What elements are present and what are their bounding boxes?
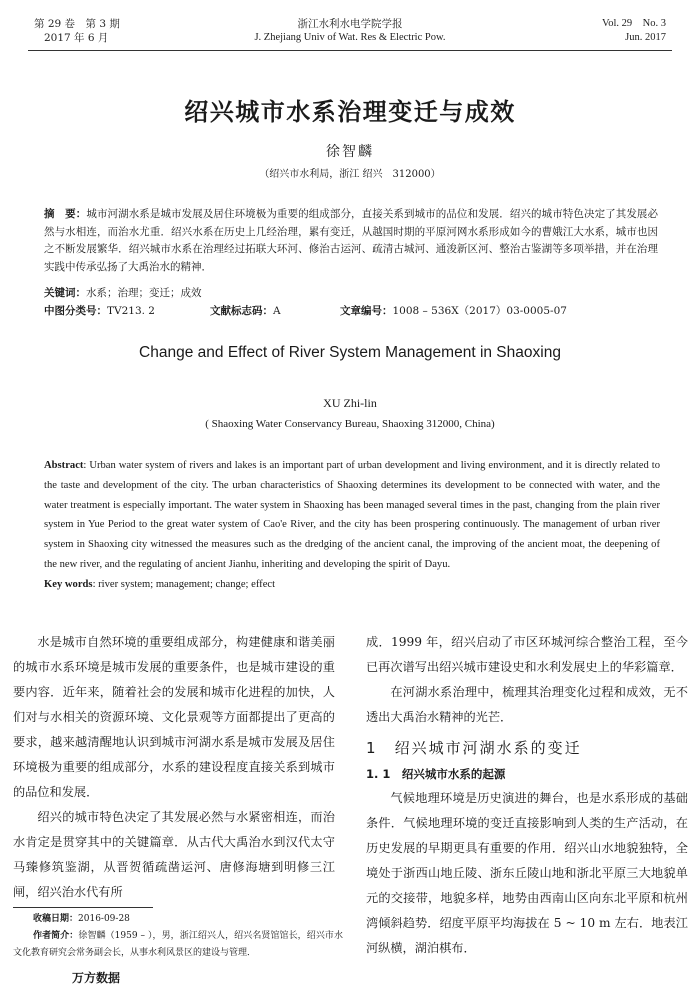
article-value: 1008 – 536X（2017）03-0005-07 bbox=[392, 305, 567, 317]
doc-value: A bbox=[273, 305, 281, 317]
received-date: 2016-09-28 bbox=[78, 914, 130, 924]
header-journal-cn: 浙江水利水电学院学报 bbox=[297, 18, 403, 30]
title-en: Change and Effect of River System Management in Shaoxing bbox=[139, 344, 561, 361]
affiliation-cn: （绍兴市水利局，浙江 绍兴 312000） bbox=[259, 169, 441, 180]
footnote-rule bbox=[13, 907, 153, 908]
body-paragraph-4: 在河湖水系治理中，梳理其治理变化过程和成效，无不透出大禹治水精神的光芒． bbox=[366, 685, 688, 724]
body-right-column bbox=[366, 630, 688, 961]
body-paragraph-2: 绍兴的城市特色决定了其发展必然与水紧密相连，而治水肯定是贯穿其中的关键篇章．从古代大禹治水到汉代太守马臻修筑鉴湖，从晋贺循疏凿运河、唐修海塘到明修三江闸，绍兴治水代有所 bbox=[13, 810, 335, 899]
doc-code bbox=[210, 303, 281, 320]
section-1-number: 1 bbox=[366, 739, 378, 757]
body-left-column bbox=[13, 630, 335, 905]
author-name-cn: 徐智麟 bbox=[326, 144, 374, 160]
received-label: 收稿日期： bbox=[33, 914, 79, 924]
affiliation-en: ( Shaoxing Water Conservancy Bureau, Shaoxing 312000, China) bbox=[205, 418, 495, 430]
header-month: Jun. 2017 bbox=[625, 32, 666, 43]
abstract-cn bbox=[44, 206, 658, 276]
article-label: 文章编号： bbox=[340, 305, 393, 317]
watermark: 万方数据 bbox=[72, 971, 121, 985]
keywords-en-text: : river system; management; change; effect bbox=[92, 578, 276, 590]
header-rule bbox=[28, 50, 672, 51]
keywords-cn bbox=[44, 285, 658, 303]
header-date: 2017 年 6 月 bbox=[44, 32, 109, 44]
page-title: 绍兴城市水系治理变迁与成效 bbox=[184, 98, 516, 126]
doc-label: 文献标志码： bbox=[210, 305, 273, 317]
abstract-en bbox=[44, 456, 660, 595]
abstract-en-label: Abstract bbox=[44, 460, 84, 471]
section-heading-1 bbox=[366, 734, 688, 762]
header-journal-en: J. Zhejiang Univ of Wat. Res & Electric Pow. bbox=[254, 32, 446, 43]
author-intro-label: 作者简介： bbox=[33, 931, 79, 941]
header-vol-no: Vol. 29 No. 3 bbox=[602, 18, 666, 29]
clc-value: TV213. 2 bbox=[107, 305, 155, 317]
section-1-1-title: 绍兴城市水系的起源 bbox=[401, 767, 506, 781]
clc-label: 中图分类号： bbox=[44, 305, 107, 317]
header-volume: 第 29 卷 第 3 期 bbox=[34, 18, 120, 30]
section-heading-1-1 bbox=[366, 762, 688, 786]
section-1-1-number: 1. 1 bbox=[366, 767, 391, 781]
article-number bbox=[340, 303, 567, 320]
abstract-en-text: : Urban water system of rivers and lakes is an important part of urban development and living environment, and it is directly related to the taste and development of the city. The urban characteristics of Shaoxing determines its development to be connected with water, and the water treatment is especially important. The water system in Shaoxing has been managed several times in the past, changing from the plain river system in Yue Period to the great water system of Cao'e River, and the city has been prospering continuously. The management of urban river system in Shaoxing city witnessed the measures such as the dredging of the ancient canal, the improving of the ancient moat, the deepening of the new river, and the regulating of ancient Jianhu, inheriting and developing the spirit of Dayu. bbox=[44, 460, 660, 570]
keywords-cn-label: 关键词： bbox=[44, 287, 86, 299]
footnote-author bbox=[13, 928, 343, 962]
clc-number bbox=[44, 303, 155, 320]
keywords-cn-text: 水系；治理；变迁；成效 bbox=[86, 287, 202, 299]
footnote bbox=[13, 911, 343, 962]
body-paragraph-5: 气候地理环境是历史演进的舞台，也是水系形成的基础条件．气候地理环境的变迁直接影响到人类的生产活动，在历史发展的早期更具有重要的作用．绍兴山水地貌独特，全境处于浙西山地丘陵、浙东丘陵山地和浙北平原三大地貌单元的交接带，地貌多样，地势由西南山区向东北平原和杭州湾倾斜趋势．绍度平原平均海拔在 5 ~ 10 m 左右．地表江河纵横，湖泊棋布． bbox=[366, 791, 688, 955]
author-name-en: XU Zhi-lin bbox=[323, 396, 377, 410]
abstract-cn-text: 城市河湖水系是城市发展及居住环境极为重要的组成部分，直接关系到城市的品位和发展．绍兴的城市特色决定了其发展必然与水相连，而治水尤重．绍兴水系在历史上几经治理，累有变迁，从越国时期的平原河网水系形成如今的曹娥江大水系，城市也因之不断发展繁华．绍兴城市水系在治理经过拓联大环河、修治古运河、疏清古城河、通浚新区河、整治古鉴湖等多项举措，并在治理实践中传承弘扬了大禹治水的精神． bbox=[44, 208, 659, 273]
footnote-received bbox=[13, 911, 343, 928]
author-intro-text: 徐智麟（1959 – ），男，浙江绍兴人，绍兴名贤馆馆长，绍兴市水文化教育研究会常务副会长，从事水利风景区的建设与管理． bbox=[13, 931, 343, 958]
body-paragraph-1: 水是城市自然环境的重要组成部分，构建健康和谐美丽的城市水系环境是城市发展的重要条件，也是城市建设的重要内容．近年来，随着社会的发展和城市化进程的加快，人们对与水相关的资源环境、文化景观等方面都提出了更高的要求，越来越清醒地认识到城市河湖水系是城市发展及居住环境极为重要的组成部分，水系的建设程度直接关系到城市的品位和发展． bbox=[13, 635, 335, 799]
keywords-en-label: Key words bbox=[44, 578, 93, 590]
body-paragraph-3: 成．1999 年，绍兴启动了市区环城河综合整治工程，至今已再次谱写出绍兴城市建设史和水利发展史上的华彩篇章． bbox=[366, 635, 688, 674]
section-1-title: 绍兴城市河湖水系的变迁 bbox=[394, 739, 582, 757]
abstract-cn-label: 摘 要： bbox=[44, 208, 87, 220]
